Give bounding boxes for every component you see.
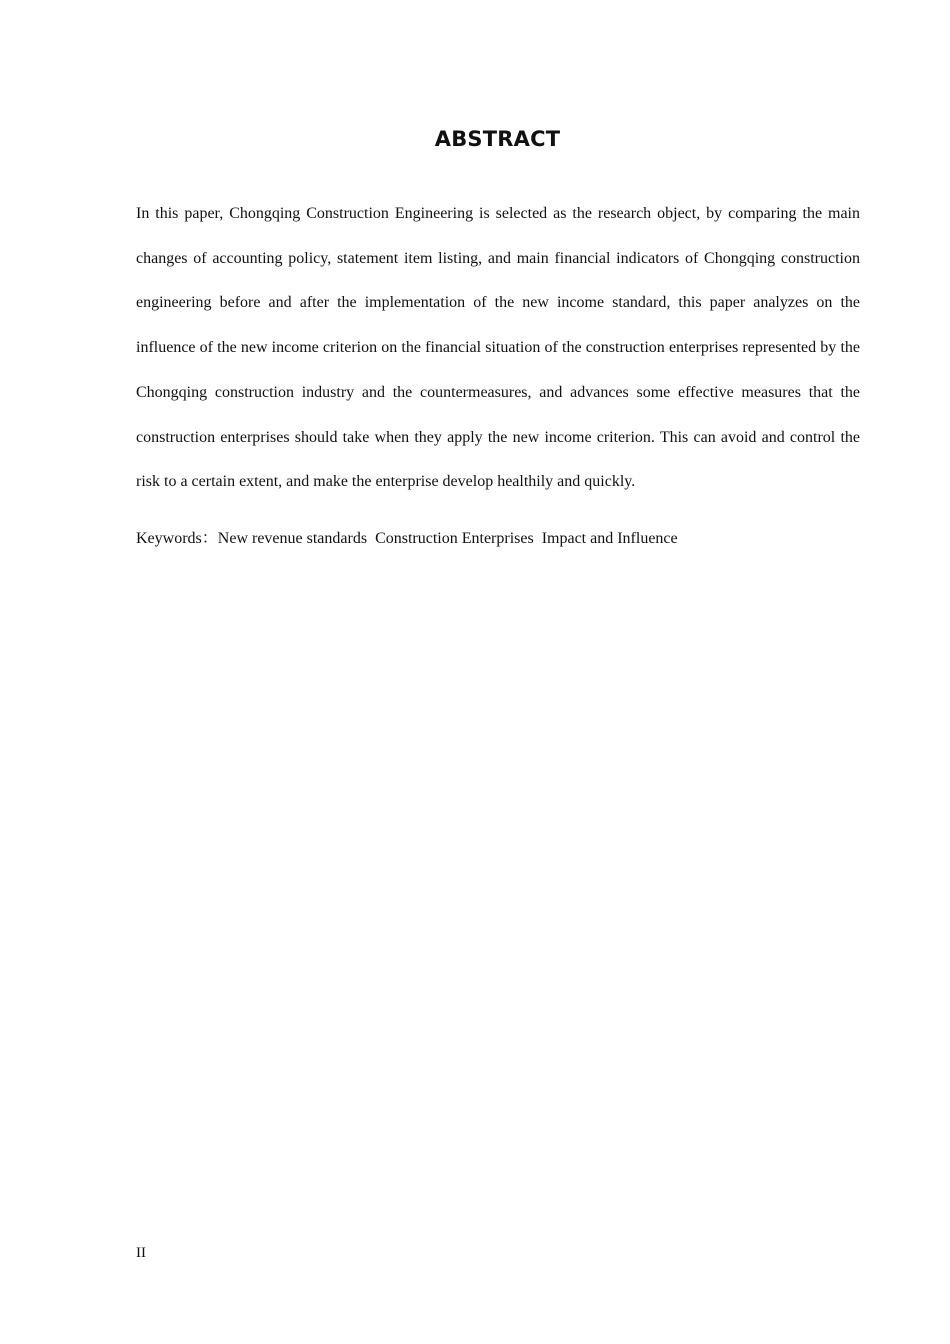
keyword-item: New revenue standards (217, 530, 368, 547)
keywords-line (136, 527, 860, 551)
abstract-paragraph: In this paper, Chongqing Construction Engineering is selected as the research object, by comparing the main changes of accounting policy, statement item listing, and main financial indicators of Chongqing construction engineering before and after the implementation of the new income standard, this paper analyzes on the influence of the new income criterion on the financial situation of the construction enterprises represented by the Chongqing construction industry and the countermeasures, and advances some effective measures that the construction enterprises should take when they apply the new income criterion. This can avoid and control the risk to a certain extent, and make the enterprise develop healthily and quickly. (136, 205, 860, 491)
keywords-label: Keywords： (136, 530, 218, 547)
abstract-title: ABSTRACT (434, 127, 561, 151)
page-number: II (136, 1245, 146, 1261)
keyword-item: Construction Enterprises (375, 530, 534, 547)
keyword-item: Impact and Influence (541, 530, 678, 547)
